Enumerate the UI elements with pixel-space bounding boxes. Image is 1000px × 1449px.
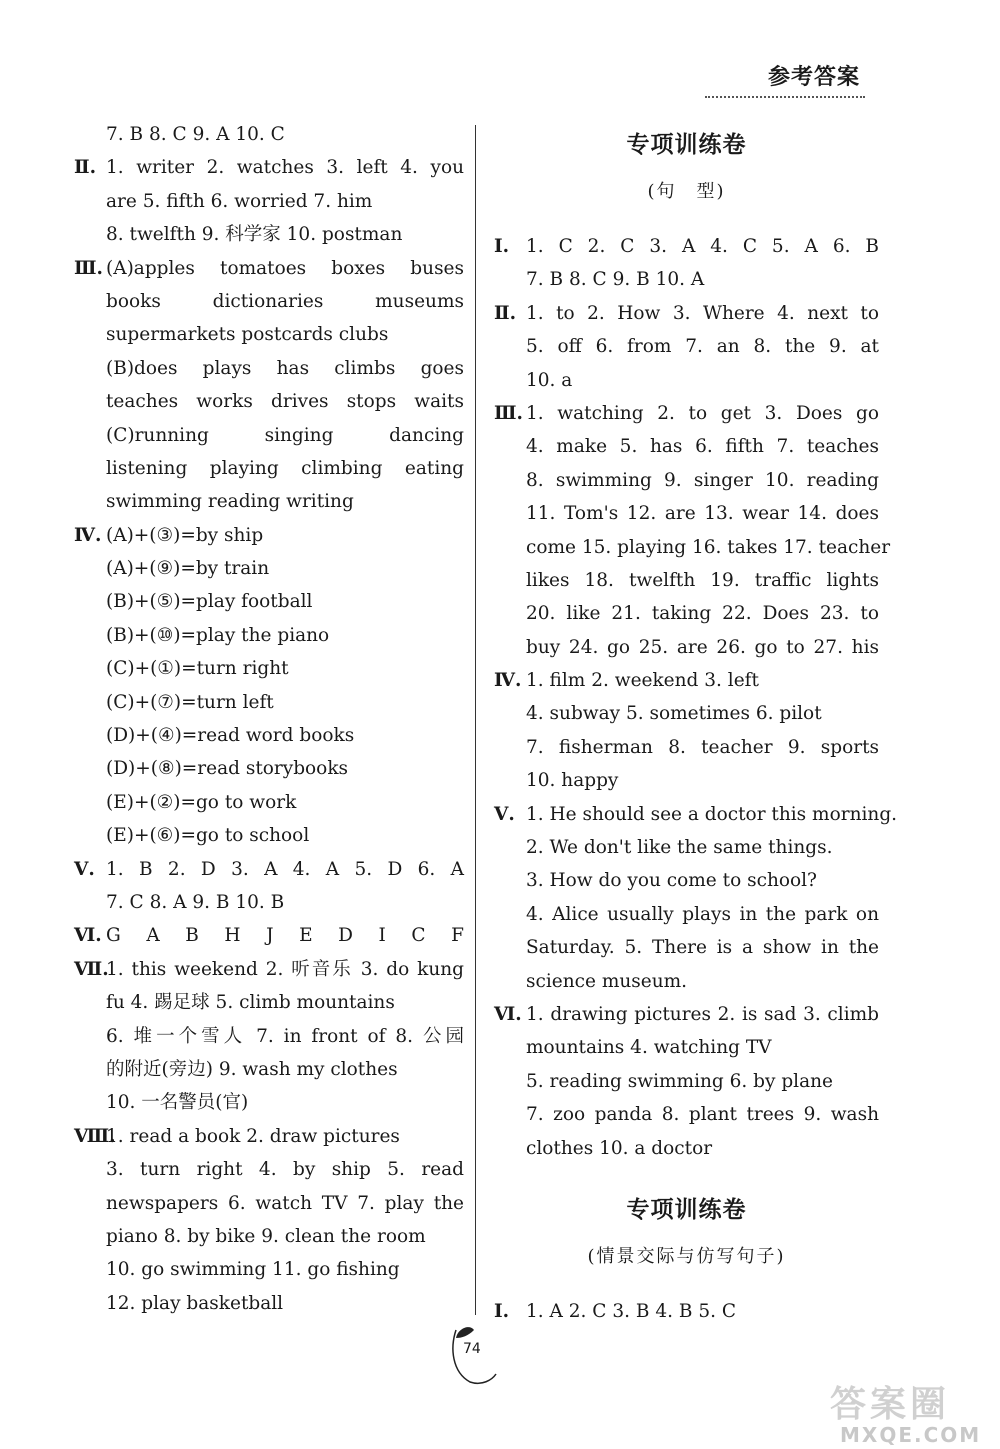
answer-line [74, 919, 464, 952]
answer-line [494, 1031, 879, 1064]
answer-text: 5. off 6. from 7. an 8. the 9. at [526, 336, 879, 358]
answer-line [74, 1120, 464, 1153]
section-numeral: Ⅵ. [74, 925, 102, 947]
answer-text: fu 4. 踢足球 5. climb mountains [106, 992, 395, 1014]
answer-line [494, 965, 879, 998]
section-title-situational: 专项训练卷 [626, 1196, 747, 1223]
answer-line [74, 1187, 464, 1220]
answer-line [494, 263, 879, 296]
answer-line [74, 819, 464, 852]
answer-line [494, 464, 879, 497]
page-number-badge [448, 1324, 498, 1388]
answer-text: (A)+(⑨)=by train [106, 558, 270, 580]
answer-text: 20. like 21. taking 22. Does 23. to [526, 603, 879, 625]
section-numeral: Ⅱ. [494, 302, 517, 324]
answer-text: 8. twelfth 9. 科学家 10. postman [106, 224, 403, 246]
answer-line [74, 585, 464, 618]
answer-line [494, 631, 879, 664]
answer-line [494, 330, 879, 363]
section-numeral: Ⅴ. [74, 858, 95, 880]
section-numeral: Ⅲ. [74, 257, 103, 279]
answer-text: newspapers 6. watch TV 7. play the [106, 1192, 464, 1214]
answer-text: (A)apples tomatoes boxes buses [106, 257, 464, 279]
answer-text: (E)+(⑥)=go to school [106, 825, 310, 847]
answer-text: 1. watching 2. to get 3. Does go [526, 402, 879, 424]
answer-line [494, 230, 879, 263]
answer-line [494, 1065, 879, 1098]
section-title-sentence-patterns: 专项训练卷 [626, 132, 747, 158]
answer-text: 7. B 8. C 9. A 10. C [106, 124, 285, 145]
answer-line [74, 1086, 464, 1119]
answer-line [494, 764, 879, 797]
answer-line [494, 497, 879, 530]
page-number: 74 [463, 1341, 481, 1357]
answer-text: G A B H J E D I C F [106, 925, 464, 947]
answer-text: piano 8. by bike 9. clean the room [106, 1225, 426, 1247]
section-numeral: Ⅱ. [74, 157, 97, 179]
answer-line [74, 719, 464, 752]
answer-text: 11. Tom's 12. are 13. wear 14. does [526, 503, 879, 525]
answer-line [74, 1153, 464, 1186]
answer-text: 1. B 2. D 3. A 4. A 5. D 6. A [106, 858, 464, 880]
section-lines-sentence-patterns [494, 230, 898, 1165]
answer-line [494, 864, 879, 897]
answer-text: 1. He should see a doctor this morning. [526, 803, 898, 825]
answer-text: (B)does plays has climbs goes [106, 357, 464, 379]
answer-line [494, 397, 879, 430]
answer-text: 1. drawing pictures 2. is sad 3. climb [526, 1003, 879, 1025]
answer-text: swimming reading writing [106, 491, 354, 513]
answer-line [74, 352, 464, 385]
answer-text: 10. 一名警员(官) [106, 1092, 249, 1114]
section-numeral: Ⅴ. [494, 803, 515, 825]
answer-text: 10. happy [526, 770, 619, 792]
answer-line [494, 564, 879, 597]
answer-text: buy 24. go 25. are 26. go to 27. his [526, 636, 879, 658]
answer-text: 2. We don't like the same things. [526, 837, 833, 859]
answer-text: (A)+(③)=by ship [106, 524, 264, 546]
answer-text: (B)+(⑤)=play football [106, 591, 313, 613]
answer-line [494, 798, 898, 831]
answer-line [494, 297, 879, 330]
page-header-title: 参考答案 [767, 65, 860, 90]
answer-line [74, 886, 464, 919]
answer-text: 7. B 8. C 9. B 10. A [526, 269, 705, 291]
answer-line [494, 831, 879, 864]
answer-text: 的附近(旁边) 9. wash my clothes [106, 1058, 398, 1080]
section-numeral: Ⅳ. [494, 670, 522, 692]
answer-line [74, 285, 464, 318]
answer-text: listening playing climbing eating [106, 457, 464, 479]
answer-line [494, 364, 879, 397]
answer-text: likes 18. twelfth 19. traffic lights [526, 569, 879, 591]
answer-line [74, 218, 464, 251]
watermark-bottom-text: MXQE.COM [840, 1423, 982, 1447]
left-answer-column [74, 118, 464, 1320]
watermark-top-text: 答案圈 [830, 1384, 951, 1425]
column-divider [475, 125, 476, 1315]
answer-line [494, 1295, 879, 1328]
answer-text: supermarkets postcards clubs [106, 324, 389, 346]
answer-text: (C)+(①)=turn right [106, 658, 289, 680]
section-numeral: Ⅳ. [74, 524, 102, 546]
answer-text: (E)+(②)=go to work [106, 791, 297, 813]
section-subtitle-situational: (情景交际与仿写句子) [587, 1245, 786, 1267]
answer-text: 10. a [526, 369, 573, 391]
answer-line [74, 485, 464, 518]
answer-text: 3. How do you come to school? [526, 870, 817, 892]
section-numeral: Ⅰ. [494, 236, 510, 257]
section-numeral: Ⅶ. [74, 958, 109, 980]
answer-line [494, 697, 879, 730]
header-dotted-rule [705, 96, 865, 98]
answer-line [74, 318, 464, 351]
answer-line [494, 664, 879, 697]
answer-text: teaches works drives stops waits [106, 391, 464, 413]
answer-text: science museum. [526, 970, 688, 992]
answer-line [74, 686, 464, 719]
section-numeral: Ⅰ. [494, 1300, 510, 1322]
answer-line [494, 531, 891, 564]
answer-line [74, 786, 464, 819]
answer-line [74, 1220, 464, 1253]
answer-text: (D)+(⑧)=read storybooks [106, 758, 349, 780]
answer-line [74, 552, 464, 585]
answer-line [74, 385, 464, 418]
section-lines-situational [494, 1295, 879, 1328]
answer-text: 1. this weekend 2. 听音乐 3. do kung [106, 958, 464, 980]
answer-line [494, 931, 879, 964]
answer-line [74, 752, 464, 785]
answer-line [74, 652, 464, 685]
answer-line [494, 597, 879, 630]
answer-line [494, 731, 879, 764]
answer-text: 12. play basketball [106, 1292, 284, 1314]
section-numeral: Ⅲ. [494, 402, 523, 424]
answer-line [494, 1098, 879, 1131]
answer-text: 5. reading swimming 6. by plane [526, 1070, 833, 1092]
answer-line [74, 185, 464, 218]
answer-line [74, 986, 464, 1019]
answer-line [74, 519, 464, 552]
answer-text: 8. swimming 9. singer 10. reading [526, 469, 879, 491]
answer-text: Saturday. 5. There is a show in the [526, 937, 879, 959]
answer-text: 7. fisherman 8. teacher 9. sports [526, 736, 879, 758]
answer-text: 4. make 5. has 6. fifth 7. teaches [526, 436, 879, 458]
answer-text: 1. C 2. C 3. A 4. C 5. A 6. B [526, 236, 879, 257]
answer-text: 1. read a book 2. draw pictures [106, 1125, 400, 1147]
answer-line [74, 1287, 464, 1320]
right-answer-column [494, 118, 898, 1328]
answer-line [74, 151, 464, 184]
answer-text: 1. film 2. weekend 3. left [526, 670, 759, 692]
answer-line [494, 898, 879, 931]
answer-text: 1. writer 2. watches 3. left 4. you [106, 157, 464, 179]
answer-text: 3. turn right 4. by ship 5. read [106, 1159, 464, 1181]
answer-line [74, 1053, 464, 1086]
answer-text: 6. 堆一个雪人 7. in front of 8. 公园 [106, 1025, 464, 1047]
watermark-logo [830, 1384, 982, 1447]
answer-text: books dictionaries museums [106, 290, 464, 312]
answer-text: (C)running singing dancing [106, 424, 464, 446]
answer-line [74, 252, 464, 285]
answer-text: mountains 4. watching TV [526, 1037, 772, 1059]
answer-line [494, 1132, 879, 1165]
answer-text: 4. subway 5. sometimes 6. pilot [526, 703, 822, 725]
answer-line [74, 853, 464, 886]
answer-text: 7. C 8. A 9. B 10. B [106, 891, 285, 913]
answer-line [494, 430, 879, 463]
answer-text: are 5. fifth 6. worried 7. him [106, 190, 373, 212]
answer-line [494, 998, 879, 1031]
answer-line [74, 1020, 464, 1053]
answer-text: 1. to 2. How 3. Where 4. next to [526, 302, 879, 324]
answer-text: 10. go swimming 11. go fishing [106, 1259, 400, 1281]
answer-text: 1. A 2. C 3. B 4. B 5. C [526, 1300, 737, 1322]
answer-text: 4. Alice usually plays in the park on [526, 903, 879, 925]
answer-text: come 15. playing 16. takes 17. teacher [526, 536, 891, 558]
answer-line [74, 619, 464, 652]
answer-line [74, 1253, 464, 1286]
answer-line [74, 118, 464, 151]
answer-line [74, 953, 464, 986]
section-subtitle-sentence-patterns: (句 型) [647, 181, 726, 202]
answer-text: (C)+(⑦)=turn left [106, 691, 274, 713]
answer-line [74, 419, 464, 452]
answer-text: (B)+(⑩)=play the piano [106, 624, 330, 646]
answer-text: clothes 10. a doctor [526, 1137, 713, 1159]
answer-line [74, 452, 464, 485]
answer-text: (D)+(④)=read word books [106, 725, 355, 747]
section-numeral: Ⅷ. [74, 1125, 116, 1147]
section-numeral: Ⅵ. [494, 1003, 522, 1025]
answer-text: 7. zoo panda 8. plant trees 9. wash [526, 1104, 879, 1126]
